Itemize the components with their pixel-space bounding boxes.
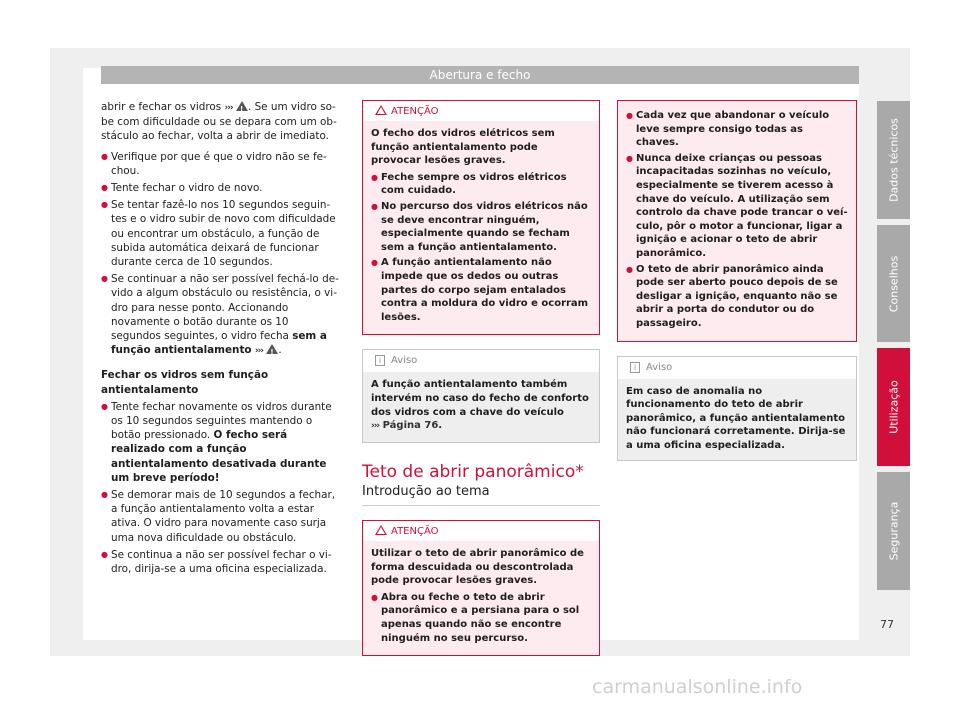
note-box — [617, 356, 857, 462]
list-item: ● Nunca deixe crianças ou pessoas incapacitadas sozinhas no veículo, especialmente se tiverem acesso à chave do veículo. A utilização sem controlo da chave pode trancar o veículo, pôr o motor a funcionar, ligar a ignição e acionar o teto de abrir panorâmico. — [626, 152, 848, 261]
page-number: 77 — [880, 618, 894, 631]
warning-box-body — [618, 101, 856, 341]
warning-lead: Utilizar o teto de abrir panorâmico de forma descuidada ou descontrolada pode provocar lesões graves. — [371, 548, 584, 587]
warning-icon — [266, 344, 278, 354]
tab-conselhos[interactable]: Conselhos — [877, 225, 910, 342]
note-box — [362, 349, 600, 442]
warning-icon — [236, 101, 248, 111]
subheading: Fechar os vidros sem função antientalamento — [101, 369, 269, 396]
list-item: ● O teto de abrir panorâmico ainda pode ser aberto pouco depois de se desligar a ignição, enquanto não se abrir a porta do condutor ou do passageiro. — [626, 263, 848, 331]
page-link[interactable]: Página 76 — [382, 420, 439, 432]
list-item: ● Se continua a não ser possível fechar o vidro, dirija-se a uma oficina especializada. — [101, 548, 341, 576]
warning-box — [362, 100, 600, 335]
tab-dados-tecnicos[interactable]: Dados técnicos — [877, 101, 910, 219]
note-box-body: A função antientalamento também intervém no caso do fecho de conforto dos vidros com a chave do veículo ››› Página 76. — [371, 379, 589, 432]
info-icon: i — [375, 355, 385, 366]
column-2 — [362, 100, 600, 656]
list-item: ● A função antientalamento não impede que os dedos ou outras partes do corpo sejam entalados contra a moldura do vidro e ocorram lesões. — [371, 256, 591, 324]
tab-seguranca[interactable]: Segurança — [877, 472, 910, 590]
list-item: ● Tente fechar o vidro de novo. — [101, 181, 341, 195]
list-item: ● Se demorar mais de 10 segundos a fechar, a função antientalamento volta a estar ativa. O vidro para novamente caso surja uma nova dificuldade ou obstáculo. — [101, 488, 341, 545]
warning-title: ATENÇÃO — [391, 106, 439, 117]
note-box-body: Em caso de anomalia no funcionamento do teto de abrir panorâmico, a função antientalamento não funcionará corretamente. Dirija-se a uma oficina especializada. — [626, 385, 846, 451]
warning-lead: O fecho dos vidros elétricos sem função antientalamento pode provocar lesões graves. — [371, 128, 555, 167]
warning-box — [362, 520, 600, 656]
watermark: carmanualsonline.info — [592, 676, 803, 698]
list-item: ● Cada vez que abandonar o veículo leve sempre consigo todas as chaves. — [626, 109, 848, 150]
warning-box-header — [363, 101, 599, 121]
warning-box-header — [363, 521, 599, 541]
list-item: ● Tente fechar novamente os vidros durante os 10 segundos seguintes mantendo o botão pressionado. O fecho será realizado com a função antientalamento desativada durante um breve período! — [101, 400, 341, 485]
list-item: ● No percurso dos vidros elétricos não se deve encontrar ninguém, especialmente quando se fecham sem a função antientalamento. — [371, 200, 591, 254]
info-icon: i — [630, 362, 640, 373]
note-box-header — [618, 357, 856, 379]
subsection-title: Introdução ao tema — [362, 485, 600, 506]
cross-reference-arrows[interactable]: ››› — [224, 103, 233, 113]
intro-paragraph: abrir e fechar os vidros ››› ! . Se um vidro sobe com dificuldade ou se depara com um obstáculo ao fechar, volta a abrir de imediato. — [101, 100, 341, 144]
warning-box-continued — [617, 100, 857, 342]
note-title: Aviso — [391, 355, 418, 367]
warning-icon — [375, 105, 387, 115]
warning-title: ATENÇÃO — [391, 526, 439, 538]
column-1 — [101, 100, 341, 579]
list-item: ● Se tentar fazê-lo nos 10 segundos seguintes e o vidro subir de novo com dificuldade ou encontrar um obstáculo, a função de subida automática deixará de funcionar durante cerca de 10 segundos. — [101, 198, 341, 269]
note-title: Aviso — [646, 361, 673, 373]
list-item: ● Abra ou feche o teto de abrir panorâmico e a persiana para o sol apenas quando não se encontre ninguém no seu percurso. — [371, 591, 591, 645]
list-item: ● Feche sempre os vidros elétricos com cuidado. — [371, 171, 591, 198]
chapter-header: Abertura e fecho — [101, 66, 859, 84]
list-item: ● Verifique por que é que o vidro não se fechou. — [101, 150, 341, 178]
cross-reference-arrows[interactable]: ››› — [254, 346, 264, 357]
warning-box-body — [363, 121, 599, 334]
warning-icon — [375, 525, 387, 535]
tab-utilizacao[interactable]: Utilização — [877, 348, 910, 466]
note-box-header — [363, 350, 599, 372]
warning-box-body — [363, 541, 599, 655]
section-title: Teto de abrir panorâmico* — [362, 461, 584, 482]
column-3 — [617, 100, 857, 461]
list-item: ● Se continuar a não ser possível fechá-lo devido a algum obstáculo ou resistência, o vidro para nesse ponto. Accionando novamente o botão durante os 10 segundos seguintes, o vidro fecha sem a função antientalamento ››› ! . — [101, 272, 341, 358]
